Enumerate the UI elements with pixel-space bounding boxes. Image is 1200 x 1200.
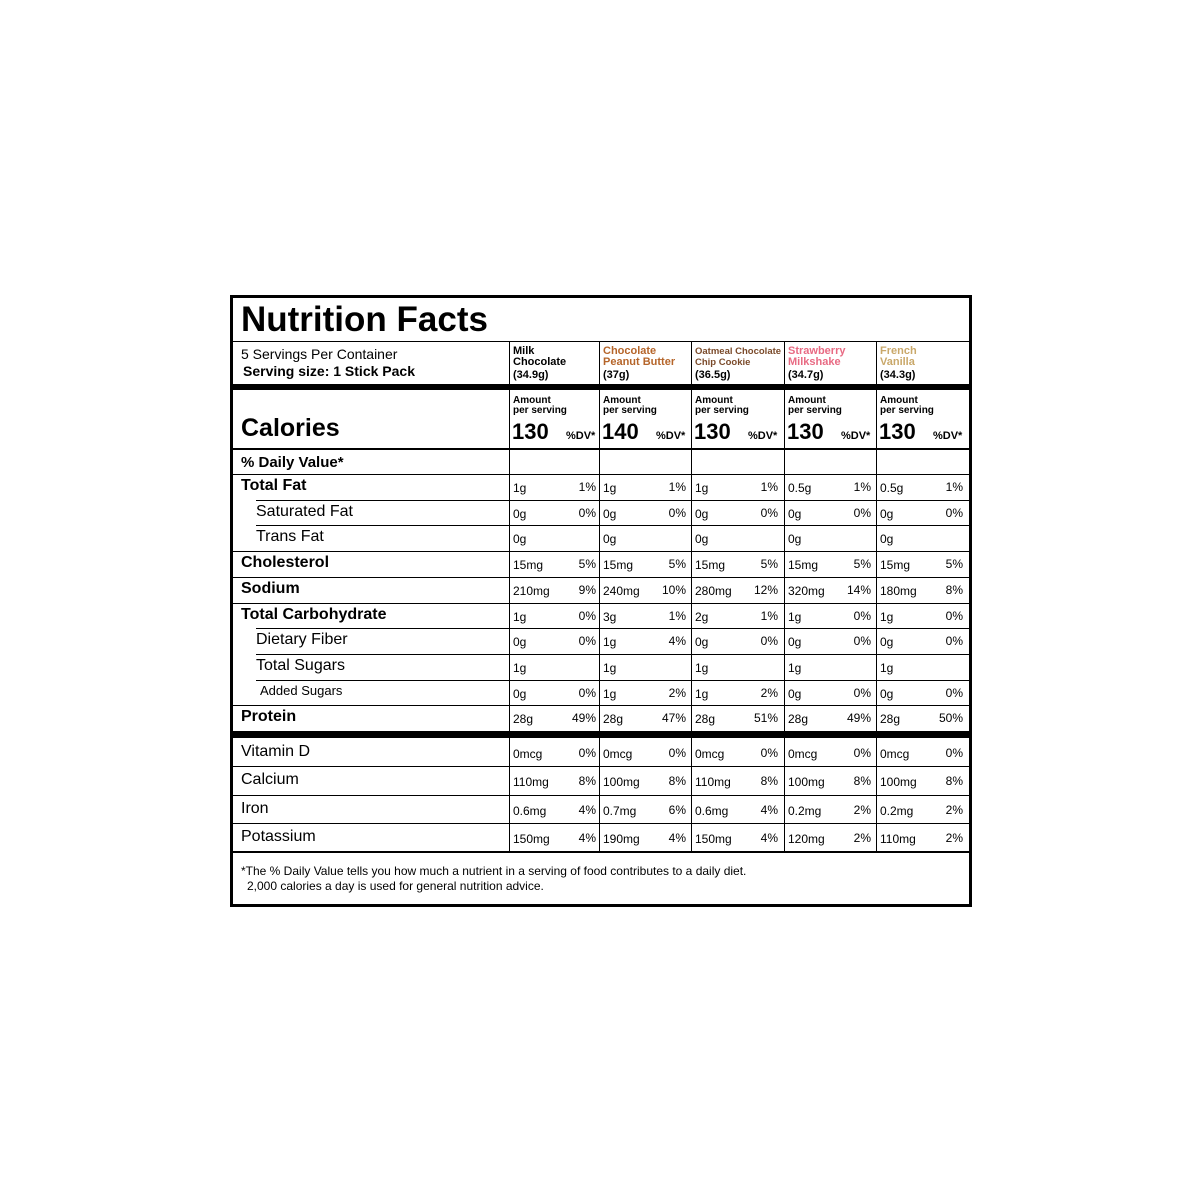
nutrient-amount: 0g — [695, 635, 709, 650]
nutrient-dv: 0% — [578, 634, 596, 649]
column-divider — [509, 390, 510, 448]
nutrient-dv: 1% — [945, 480, 963, 494]
dv-short-label: %DV* — [748, 430, 778, 442]
column-divider — [876, 450, 877, 731]
nutrient-amount: 1g — [513, 481, 527, 495]
nutrient-dv: 1% — [578, 480, 596, 494]
nutrient-dv: 0% — [853, 685, 871, 700]
vitamin-dv: 8% — [668, 774, 686, 789]
vitamin-dv: 2% — [945, 830, 963, 845]
nutrient-dv: 2% — [668, 685, 686, 700]
nutrient-amount: 0g — [788, 532, 802, 547]
calories-value: 130 — [879, 419, 916, 444]
row-divider — [233, 551, 969, 552]
nutrient-amount: 0g — [880, 532, 894, 547]
flavor-weight: (34.3g) — [880, 369, 916, 381]
nutrient-dv: 0% — [945, 685, 963, 700]
nutrient-dv: 5% — [760, 557, 778, 572]
nutrient-dv: 0% — [578, 685, 596, 700]
column-divider — [784, 342, 785, 384]
vitamin-dv: 4% — [760, 802, 778, 817]
amount-label: per serving — [788, 405, 842, 416]
vitamin-dv: 0% — [578, 746, 596, 760]
nutrient-amount: 1g — [788, 660, 802, 675]
flavor-name-line: Chip Cookie — [695, 357, 751, 368]
row-divider — [256, 500, 969, 501]
column-divider — [509, 450, 510, 731]
flavor-name-line: Milkshake — [788, 356, 841, 368]
column-divider — [691, 450, 692, 731]
nutrient-amount: 0g — [788, 506, 802, 521]
nutrient-dv: 0% — [668, 505, 686, 520]
nutrient-dv: 4% — [668, 634, 686, 649]
nutrient-amount: 15mg — [603, 558, 634, 573]
vitamin-amount: 0mcg — [695, 747, 725, 761]
nutrient-dv: 49% — [846, 711, 871, 726]
flavor-name-line: Chocolate — [603, 345, 657, 357]
label-title: Nutrition Facts — [241, 300, 488, 339]
vitamin-label: Vitamin D — [241, 743, 311, 760]
nutrient-label: Total Fat — [241, 477, 307, 494]
row-divider — [256, 628, 969, 629]
nutrient-dv: 1% — [760, 608, 778, 623]
nutrient-dv: 8% — [945, 582, 963, 597]
vitamin-label: Calcium — [241, 771, 299, 789]
nutrient-amount: 15mg — [880, 558, 911, 573]
nutrient-dv: 0% — [578, 608, 596, 623]
amount-label: Amount — [880, 395, 918, 406]
nutrient-label: Dietary Fiber — [256, 631, 348, 649]
nutrient-amount: 1g — [513, 660, 527, 675]
nutrient-amount: 180mg — [880, 583, 917, 598]
nutrient-dv: 5% — [853, 557, 871, 572]
nutrient-dv: 1% — [668, 480, 686, 494]
flavor-name-line: French — [880, 345, 917, 357]
amount-label: per serving — [695, 405, 749, 416]
amount-label: Amount — [788, 395, 826, 406]
nutrient-dv: 0% — [945, 608, 963, 623]
vitamin-dv: 2% — [853, 802, 871, 817]
vitamin-dv: 8% — [760, 774, 778, 789]
nutrient-dv: 0% — [853, 608, 871, 623]
nutrient-dv: 5% — [668, 557, 686, 572]
row-divider — [256, 525, 969, 526]
footnote-line-2: 2,000 calories a day is used for general nutrition advice. — [247, 879, 544, 893]
row-divider — [233, 766, 969, 767]
column-divider — [509, 342, 510, 384]
vitamin-dv: 2% — [945, 802, 963, 817]
nutrient-dv: 0% — [578, 505, 596, 520]
dv-short-label: %DV* — [566, 430, 596, 442]
nutrient-amount: 0g — [880, 635, 894, 650]
nutrient-label: Total Sugars — [256, 656, 345, 674]
nutrient-amount: 0g — [603, 532, 617, 547]
nutrient-amount: 28g — [695, 712, 716, 727]
nutrient-amount: 0g — [513, 506, 527, 521]
vitamin-amount: 0.2mg — [788, 803, 822, 818]
flavor-name — [513, 346, 566, 368]
nutrient-amount: 0.5g — [880, 481, 904, 495]
nutrient-dv: 0% — [853, 634, 871, 649]
footnote — [241, 864, 746, 894]
nutrient-amount: 0g — [880, 686, 894, 701]
flavor-name — [695, 346, 781, 368]
amount-label: Amount — [603, 395, 641, 406]
nutrient-amount: 1g — [603, 660, 617, 675]
servings-per-container: 5 Servings Per Container — [241, 346, 398, 362]
column-divider — [691, 390, 692, 448]
divider — [233, 448, 969, 450]
vitamin-amount: 100mg — [788, 775, 825, 790]
nutrient-amount: 0g — [695, 506, 709, 521]
nutrient-amount: 1g — [513, 609, 527, 624]
vitamin-amount: 0mcg — [788, 747, 818, 761]
dv-short-label: %DV* — [656, 430, 686, 442]
nutrient-label: Trans Fat — [256, 528, 324, 546]
vitamin-amount: 0.6mg — [695, 803, 729, 818]
nutrient-dv: 0% — [945, 634, 963, 649]
vitamin-amount: 110mg — [513, 775, 549, 790]
nutrient-dv: 9% — [578, 582, 596, 597]
nutrient-amount: 280mg — [695, 583, 732, 598]
nutrient-dv: 1% — [668, 608, 686, 623]
nutrient-amount: 1g — [880, 609, 894, 624]
vitamin-amount: 150mg — [513, 831, 550, 846]
nutrient-label: Cholesterol — [241, 554, 330, 572]
nutrient-amount: 0g — [513, 532, 527, 547]
title-divider — [233, 341, 969, 342]
nutrient-amount: 320mg — [788, 583, 825, 598]
calories-label: Calories — [241, 414, 340, 442]
nutrient-amount: 2g — [695, 609, 709, 624]
nutrient-amount: 3g — [603, 609, 617, 624]
column-divider — [599, 342, 600, 384]
amount-label: Amount — [695, 395, 733, 406]
vitamin-amount: 100mg — [880, 775, 917, 790]
nutrient-amount: 0g — [788, 635, 802, 650]
vitamin-dv: 2% — [853, 830, 871, 845]
nutrient-dv: 10% — [661, 582, 686, 597]
flavor-weight: (34.9g) — [513, 369, 549, 381]
vitamin-dv: 8% — [853, 774, 871, 789]
column-divider — [876, 342, 877, 384]
bottom-divider — [233, 851, 969, 853]
nutrient-amount: 15mg — [788, 558, 819, 573]
nutrient-dv: 2% — [760, 685, 778, 700]
vitamin-amount: 0.6mg — [513, 803, 547, 818]
nutrient-dv: 0% — [945, 505, 963, 520]
flavor-name — [880, 346, 917, 368]
nutrient-amount: 1g — [695, 660, 709, 675]
vitamin-amount: 110mg — [880, 831, 916, 846]
nutrient-amount: 28g — [880, 712, 901, 727]
nutrient-dv: 5% — [945, 557, 963, 572]
nutrient-amount: 15mg — [513, 558, 544, 573]
dv-short-label: %DV* — [933, 430, 963, 442]
flavor-weight: (36.5g) — [695, 369, 731, 381]
nutrient-amount: 1g — [695, 481, 709, 495]
nutrient-amount: 28g — [513, 712, 534, 727]
nutrient-amount: 0g — [695, 532, 709, 547]
nutrient-dv: 14% — [846, 582, 871, 597]
flavor-name-line: Vanilla — [880, 356, 915, 368]
vitamin-dv: 4% — [578, 830, 596, 845]
row-divider — [233, 823, 969, 824]
column-divider — [599, 390, 600, 448]
vitamin-dv: 0% — [668, 746, 686, 760]
column-divider — [599, 450, 600, 731]
vitamin-dv: 0% — [945, 746, 963, 760]
flavor-weight: (34.7g) — [788, 369, 824, 381]
flavor-weight: (37g) — [603, 369, 630, 381]
nutrient-amount: 240mg — [603, 583, 640, 598]
vitamin-dv: 4% — [668, 830, 686, 845]
vitamin-amount: 120mg — [788, 831, 825, 846]
nutrient-dv: 1% — [853, 480, 871, 494]
nutrient-label: Total Carbohydrate — [241, 605, 387, 623]
flavor-name-line: Peanut Butter — [603, 356, 676, 368]
nutrient-amount: 0g — [788, 686, 802, 701]
nutrient-label: Saturated Fat — [256, 502, 353, 520]
vitamin-amount: 0mcg — [603, 747, 633, 761]
vitamin-amount: 150mg — [695, 831, 732, 846]
nutrient-amount: 15mg — [695, 558, 726, 573]
dv-short-label: %DV* — [841, 430, 871, 442]
nutrient-dv: 5% — [578, 557, 596, 572]
nutrient-amount: 0g — [880, 506, 894, 521]
calories-value: 140 — [602, 419, 639, 444]
nutrient-amount: 1g — [603, 635, 617, 650]
vitamin-amount: 0.2mg — [880, 803, 914, 818]
nutrient-dv: 0% — [760, 634, 778, 649]
column-divider — [784, 450, 785, 731]
nutrient-dv: 1% — [760, 480, 778, 494]
nutrient-label: Sodium — [241, 579, 300, 597]
nutrient-amount: 1g — [788, 609, 802, 624]
vitamin-dv: 4% — [578, 802, 596, 817]
vitamin-amount: 0mcg — [513, 747, 543, 761]
column-divider — [691, 342, 692, 384]
amount-label: per serving — [603, 405, 657, 416]
amount-label: per serving — [513, 405, 567, 416]
row-divider — [233, 577, 969, 578]
vitamin-dv: 6% — [668, 802, 686, 817]
row-divider — [233, 603, 969, 604]
nutrient-amount: 210mg — [513, 583, 550, 598]
nutrient-dv: 49% — [571, 711, 596, 726]
nutrient-dv: 12% — [753, 582, 778, 597]
nutrient-label: Protein — [241, 708, 297, 726]
vitamin-amount: 100mg — [603, 775, 640, 790]
vitamin-dv: 8% — [578, 774, 596, 789]
nutrient-dv: 51% — [753, 711, 778, 726]
flavor-name-line: Oatmeal Chocolate — [695, 346, 782, 357]
nutrient-amount: 1g — [880, 660, 894, 675]
calories-value: 130 — [512, 419, 549, 444]
nutrient-amount: 0.5g — [788, 481, 812, 495]
nutrient-amount: 1g — [603, 481, 617, 495]
vitamin-amount: 0mcg — [880, 747, 910, 761]
flavor-name — [788, 346, 845, 368]
nutrient-label: Added Sugars — [260, 682, 343, 698]
nutrient-dv: 0% — [760, 505, 778, 520]
column-divider — [784, 390, 785, 448]
vitamin-label: Potassium — [241, 827, 316, 845]
nutrient-amount: 0g — [513, 635, 527, 650]
row-divider — [256, 680, 969, 681]
vitamin-amount: 110mg — [695, 775, 731, 790]
flavor-name-line: Chocolate — [513, 356, 567, 368]
nutrient-amount: 28g — [603, 712, 624, 727]
flavor-name — [603, 346, 675, 368]
divider — [233, 474, 969, 475]
vitamin-dv: 4% — [760, 830, 778, 845]
vitamin-dv: 8% — [945, 774, 963, 789]
flavor-name-line: Strawberry — [788, 345, 846, 357]
row-divider — [233, 795, 969, 796]
nutrient-dv: 0% — [853, 505, 871, 520]
nutrient-amount: 0g — [513, 686, 527, 701]
amount-label: per serving — [880, 405, 934, 416]
row-divider — [233, 705, 969, 706]
vitamin-dv: 0% — [760, 746, 778, 760]
flavor-name-line: Milk — [513, 345, 535, 357]
nutrient-dv: 47% — [661, 711, 686, 726]
vitamin-amount: 0.7mg — [603, 803, 637, 818]
nutrient-dv: 50% — [938, 711, 963, 726]
amount-label: Amount — [513, 395, 551, 406]
vitamin-dv: 0% — [853, 746, 871, 760]
nutrition-facts-label — [230, 295, 972, 907]
vitamin-label: Iron — [241, 799, 269, 817]
thick-divider — [233, 731, 969, 738]
thick-divider — [233, 384, 969, 390]
daily-value-heading: % Daily Value* — [241, 454, 344, 471]
serving-size: Serving size: 1 Stick Pack — [243, 363, 415, 379]
nutrient-amount: 1g — [695, 686, 709, 701]
nutrient-amount: 0g — [603, 506, 617, 521]
calories-value: 130 — [694, 419, 731, 444]
nutrient-amount: 28g — [788, 712, 809, 727]
row-divider — [256, 654, 969, 655]
column-divider — [876, 390, 877, 448]
footnote-line-1: *The % Daily Value tells you how much a nutrient in a serving of food contributes to a daily diet. — [241, 864, 747, 878]
nutrient-amount: 1g — [603, 686, 617, 701]
vitamin-amount: 190mg — [603, 831, 640, 846]
calories-value: 130 — [787, 419, 824, 444]
